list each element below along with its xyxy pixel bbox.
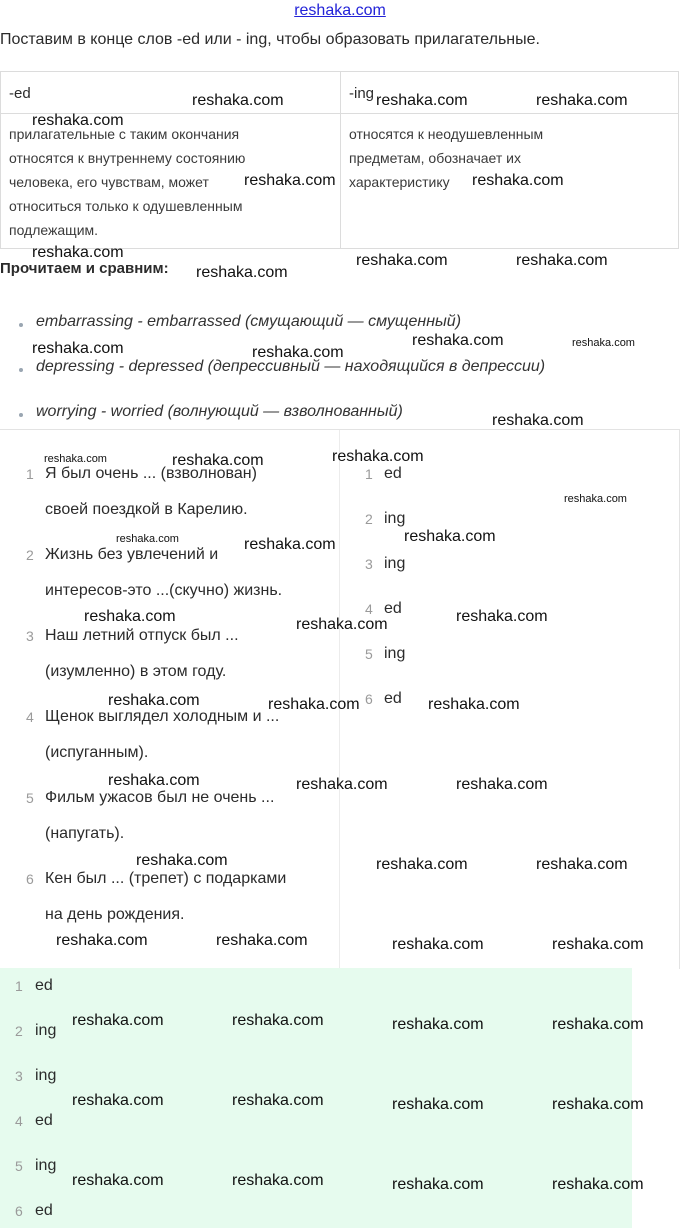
answer-number: 4: [365, 601, 373, 617]
watermark: reshaka.com: [296, 616, 388, 633]
question-line: на день рождения.: [45, 906, 185, 923]
question-line: (напугать).: [45, 825, 125, 842]
watermark: reshaka.com: [356, 252, 448, 269]
watermark: reshaka.com: [564, 493, 627, 505]
answer-number: 3: [15, 1068, 23, 1084]
answer-value: ed: [35, 977, 53, 994]
watermark: reshaka.com: [108, 692, 200, 709]
question-line: Жизнь без увлечений и: [45, 546, 219, 563]
question-line: (изумленно) в этом году.: [45, 663, 227, 680]
table-text-line: характеристику: [349, 174, 450, 190]
answer-value: ed: [384, 600, 402, 617]
watermark: reshaka.com: [32, 340, 124, 357]
watermark: reshaka.com: [428, 696, 520, 713]
answer-number: 1: [15, 978, 23, 994]
answer-value: ed: [35, 1112, 53, 1129]
question-line: (испуганным).: [45, 744, 149, 761]
watermark: reshaka.com: [268, 696, 360, 713]
watermark: reshaka.com: [116, 533, 179, 545]
site-link[interactable]: reshaka.com: [294, 2, 386, 19]
question-line: интересов-это ...(скучно) жизнь.: [45, 582, 283, 599]
watermark: reshaka.com: [332, 448, 424, 465]
table-cell-ed: [9, 122, 245, 242]
bullet-item: embarrassing - embarrassed (смущающий — смущенный): [36, 313, 462, 330]
table-text-line: относятся к внутреннему состоянию: [9, 150, 246, 166]
watermark: reshaka.com: [412, 332, 504, 349]
watermark: reshaka.com: [72, 1092, 164, 1109]
question-number: 1: [26, 466, 34, 482]
bullet-item: depressing - depressed (депрессивный — находящийся в депрессии): [36, 358, 546, 375]
watermark: reshaka.com: [72, 1172, 164, 1189]
answer-value: ing: [384, 510, 406, 527]
watermark: reshaka.com: [572, 337, 635, 349]
watermark: reshaka.com: [492, 412, 584, 429]
answer-value: ing: [35, 1067, 57, 1084]
watermark: reshaka.com: [376, 856, 468, 873]
answer-value: ing: [384, 555, 406, 572]
answer-number: 2: [365, 511, 373, 527]
watermark: reshaka.com: [172, 452, 264, 469]
watermark: reshaka.com: [196, 264, 288, 281]
table-header-ing: -ing: [349, 85, 375, 102]
watermark: reshaka.com: [456, 608, 548, 625]
question-number: 5: [26, 790, 34, 806]
watermark: reshaka.com: [44, 453, 107, 465]
watermark: reshaka.com: [552, 1016, 644, 1033]
watermark: reshaka.com: [32, 244, 124, 261]
table-text-line: человека, его чувствам, может: [9, 174, 209, 190]
watermark: reshaka.com: [392, 936, 484, 953]
watermark: reshaka.com: [252, 344, 344, 361]
question-line: Фильм ужасов был не очень ...: [45, 789, 275, 806]
question-line: Щенок выглядел холодным и ...: [45, 708, 280, 725]
answer-value: ing: [35, 1022, 57, 1039]
answer-number: 2: [15, 1023, 23, 1039]
watermark: reshaka.com: [56, 932, 148, 949]
watermark: reshaka.com: [136, 852, 228, 869]
question-line: Наш летний отпуск был ...: [45, 627, 239, 644]
table-text-line: относятся к неодушевленным: [349, 126, 544, 142]
question-line: Кен был ... (трепет) с подарками: [45, 870, 287, 887]
answer-number: 5: [15, 1158, 23, 1174]
question-number: 2: [26, 547, 34, 563]
watermark: reshaka.com: [232, 1012, 324, 1029]
watermark: reshaka.com: [296, 776, 388, 793]
watermark: reshaka.com: [232, 1172, 324, 1189]
watermark: reshaka.com: [392, 1096, 484, 1113]
bullet-icon: [19, 368, 23, 372]
answer-value: ed: [384, 690, 402, 707]
watermark: reshaka.com: [244, 172, 336, 189]
question-line: Я был очень ... (взволнован): [45, 465, 257, 482]
table-text-line: прилагательные с таким окончания: [9, 126, 240, 142]
watermark: reshaka.com: [552, 1096, 644, 1113]
watermark: reshaka.com: [376, 92, 468, 109]
table-text-line: предметам, обозначает их: [349, 150, 521, 166]
table-text-line: подлежащим.: [9, 222, 99, 238]
watermark: reshaka.com: [108, 772, 200, 789]
table-text-line: относиться только к одушевленным: [9, 198, 243, 214]
watermark: reshaka.com: [516, 252, 608, 269]
watermark: reshaka.com: [404, 528, 496, 545]
answer-value: ing: [384, 645, 406, 662]
watermark: reshaka.com: [244, 536, 336, 553]
question-number: 3: [26, 628, 34, 644]
answer-value: ing: [35, 1157, 57, 1174]
bullet-item: worrying - worried (волнующий — взволнованный): [36, 403, 403, 420]
answer-number: 3: [365, 556, 373, 572]
table-divider-vertical: [340, 72, 341, 248]
answer-value: ed: [35, 1202, 53, 1219]
watermark: reshaka.com: [32, 112, 124, 129]
intro-text: Поставим в конце слов -ed или - ing, чтобы образовать прилагательные.: [0, 31, 540, 48]
bullet-icon: [19, 323, 23, 327]
question-number: 4: [26, 709, 34, 725]
answer-number: 4: [15, 1113, 23, 1129]
answer-number: 6: [15, 1203, 23, 1219]
watermark: reshaka.com: [536, 92, 628, 109]
answer-number: 6: [365, 691, 373, 707]
answer-value: ed: [384, 465, 402, 482]
question-line: своей поездкой в Карелию.: [45, 501, 248, 518]
section-heading: Прочитаем и сравним:: [0, 260, 169, 277]
table-header-ed: -ed: [9, 85, 31, 102]
answer-number: 1: [365, 466, 373, 482]
bullet-icon: [19, 413, 23, 417]
question-number: 6: [26, 871, 34, 887]
watermark: reshaka.com: [536, 856, 628, 873]
watermark: reshaka.com: [392, 1016, 484, 1033]
watermark: reshaka.com: [72, 1012, 164, 1029]
watermark: reshaka.com: [84, 608, 176, 625]
watermark: reshaka.com: [232, 1092, 324, 1109]
watermark: reshaka.com: [456, 776, 548, 793]
answer-number: 5: [365, 646, 373, 662]
watermark: reshaka.com: [392, 1176, 484, 1193]
watermark: reshaka.com: [552, 1176, 644, 1193]
watermark: reshaka.com: [192, 92, 284, 109]
watermark: reshaka.com: [472, 172, 564, 189]
watermark: reshaka.com: [552, 936, 644, 953]
watermark: reshaka.com: [216, 932, 308, 949]
